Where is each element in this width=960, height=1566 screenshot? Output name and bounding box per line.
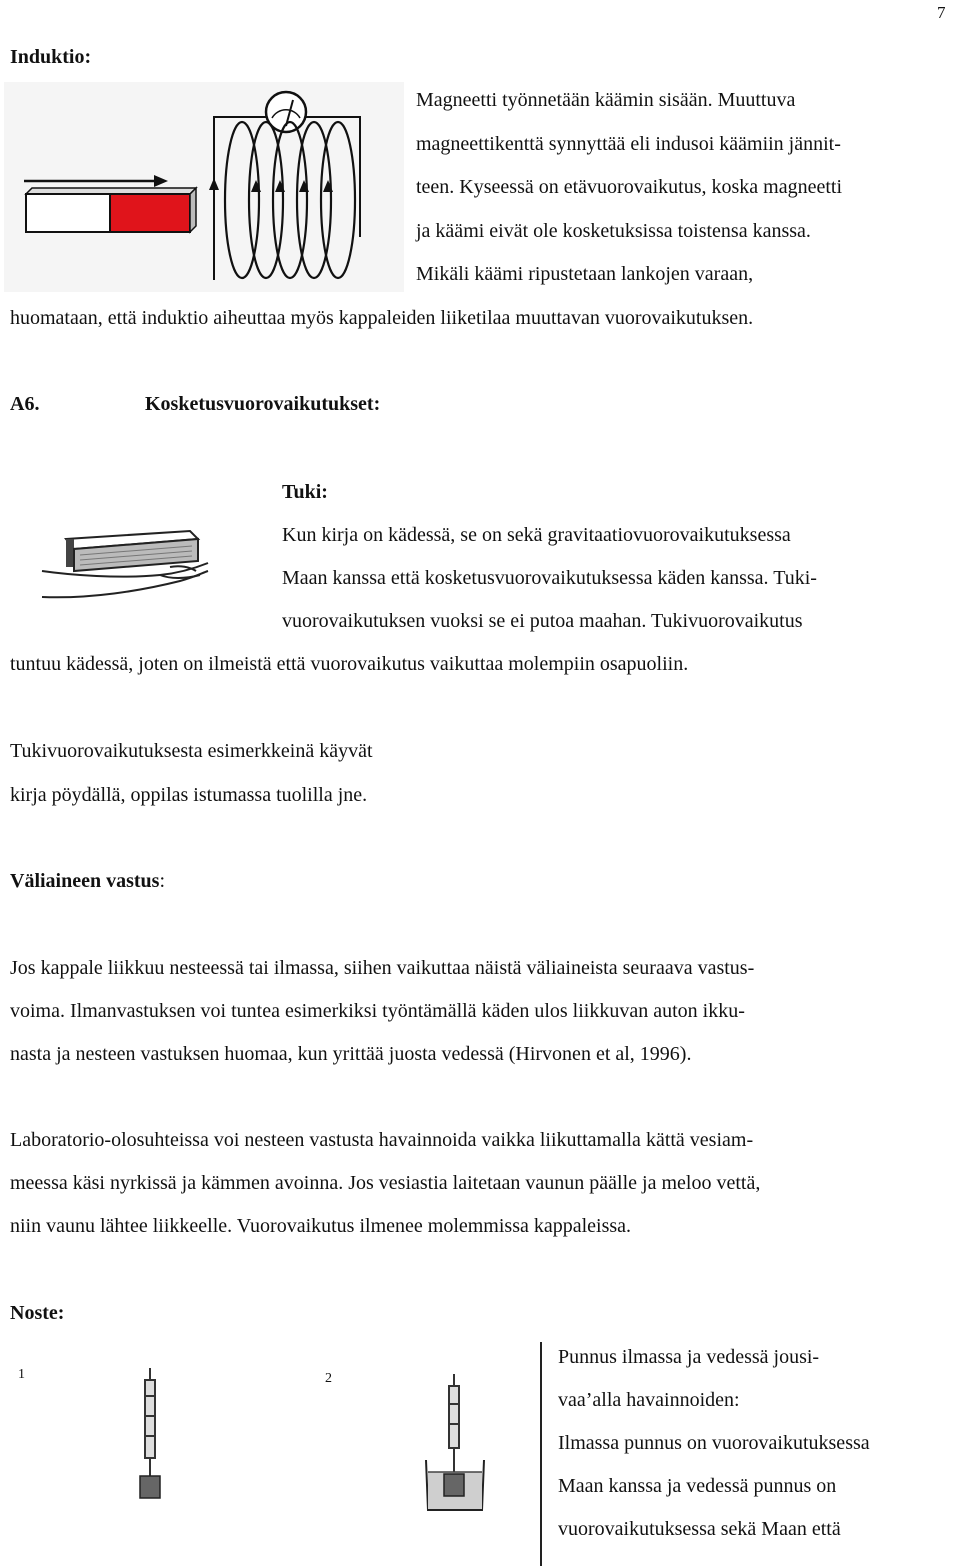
tuki-line-2: Maan kanssa että kosketusvuorovaikutuksessa käden kanssa. Tuki- [282,567,817,589]
section-title: Kosketusvuorovaikutukset: [145,393,381,415]
hand-icon [42,563,208,597]
valiaine-heading [10,870,165,892]
noste-line-5: vuorovaikutuksessa sekä Maan että [558,1518,841,1540]
figure-label-2: 2 [325,1371,332,1386]
induktio-line-4: ja käämi eivät ole kosketuksissa toistensa kanssa. [416,220,811,242]
spring-scale-in-water-figure [412,1374,502,1514]
noste-line-3: Ilmassa punnus on vuorovaikutuksessa [558,1432,870,1454]
bar-magnet-icon [26,188,196,232]
induktio-line-3: teen. Kyseessä on etävuorovaikutus, koska magneetti [416,176,842,198]
book-on-hand-figure [30,505,240,615]
tuki-heading: Tuki: [282,481,328,503]
figure-background [4,82,404,292]
tuki-line-4: tuntuu kädessä, joten on ilmeistä että vuorovaikutus vaikuttaa molempiin osapuoliin. [10,653,689,675]
book-icon [66,531,198,571]
spring-scale-icon [145,1368,155,1476]
valiaine-heading-colon: : [159,870,166,892]
valiaine-p2-line-2: meessa käsi nyrkissä ja kämmen avoinna. Jos vesiastia laitetaan vaunun päälle ja meloo vettä, [10,1172,761,1194]
spring-scale-in-air-figure [128,1366,178,1506]
induktio-heading: Induktio: [10,46,92,68]
tuki-examples-line-2: kirja pöydällä, oppilas istumassa tuolilla jne. [10,784,368,806]
figure-label-1: 1 [18,1367,25,1382]
page-number: 7 [937,3,946,22]
tuki-line-1: Kun kirja on kädessä, se on sekä gravitaatiovuorovaikutuksessa [282,524,791,546]
tuki-line-3: vuorovaikutuksen vuoksi se ei putoa maahan. Tukivuorovaikutus [282,610,803,632]
tuki-examples-line-1: Tukivuorovaikutuksesta esimerkkeinä käyvät [10,740,373,762]
weight-icon [140,1476,160,1498]
valiaine-p1-line-1: Jos kappale liikkuu nesteessä tai ilmassa, siihen vaikuttaa näistä väliaineista seuraava vastus- [10,957,755,979]
induction-coil-figure [4,82,404,292]
induktio-line-6: huomataan, että induktio aiheuttaa myös kappaleiden liiketilaa muuttavan vuorovaikutuksen. [10,307,754,329]
valiaine-p1-line-3: nasta ja nesteen vastuksen huomaa, kun yrittää juosta vedessä (Hirvonen et al, 1996). [10,1043,692,1065]
vertical-divider [540,1342,542,1566]
noste-line-2: vaa’alla havainnoiden: [558,1389,740,1411]
valiaine-p2-line-1: Laboratorio-olosuhteissa voi nesteen vastusta havainnoida vaikka liikuttamalla kättä vesiam- [10,1129,754,1151]
spring-scale-icon [449,1374,459,1474]
induktio-line-5: Mikäli käämi ripustetaan lankojen varaan, [416,263,754,285]
noste-heading: Noste: [10,1302,65,1324]
induktio-line-1: Magneetti työnnetään käämin sisään. Muuttuva [416,89,796,111]
weight-icon [444,1474,464,1496]
noste-line-1: Punnus ilmassa ja vedessä jousi- [558,1346,820,1368]
induktio-line-2: magneettikenttä synnyttää eli indusoi käämiin jännit- [416,133,841,155]
section-number: A6. [10,393,40,415]
noste-line-4: Maan kanssa ja vedessä punnus on [558,1475,837,1497]
valiaine-p2-line-3: niin vaunu lähtee liikkeelle. Vuorovaikutus ilmenee molemmissa kappaleissa. [10,1215,632,1237]
valiaine-p1-line-2: voima. Ilmanvastuksen voi tuntea esimerkiksi työntämällä käden ulos liikkuvan auton ikku- [10,1000,745,1022]
valiaine-heading-text: Väliaineen vastus [10,870,160,892]
